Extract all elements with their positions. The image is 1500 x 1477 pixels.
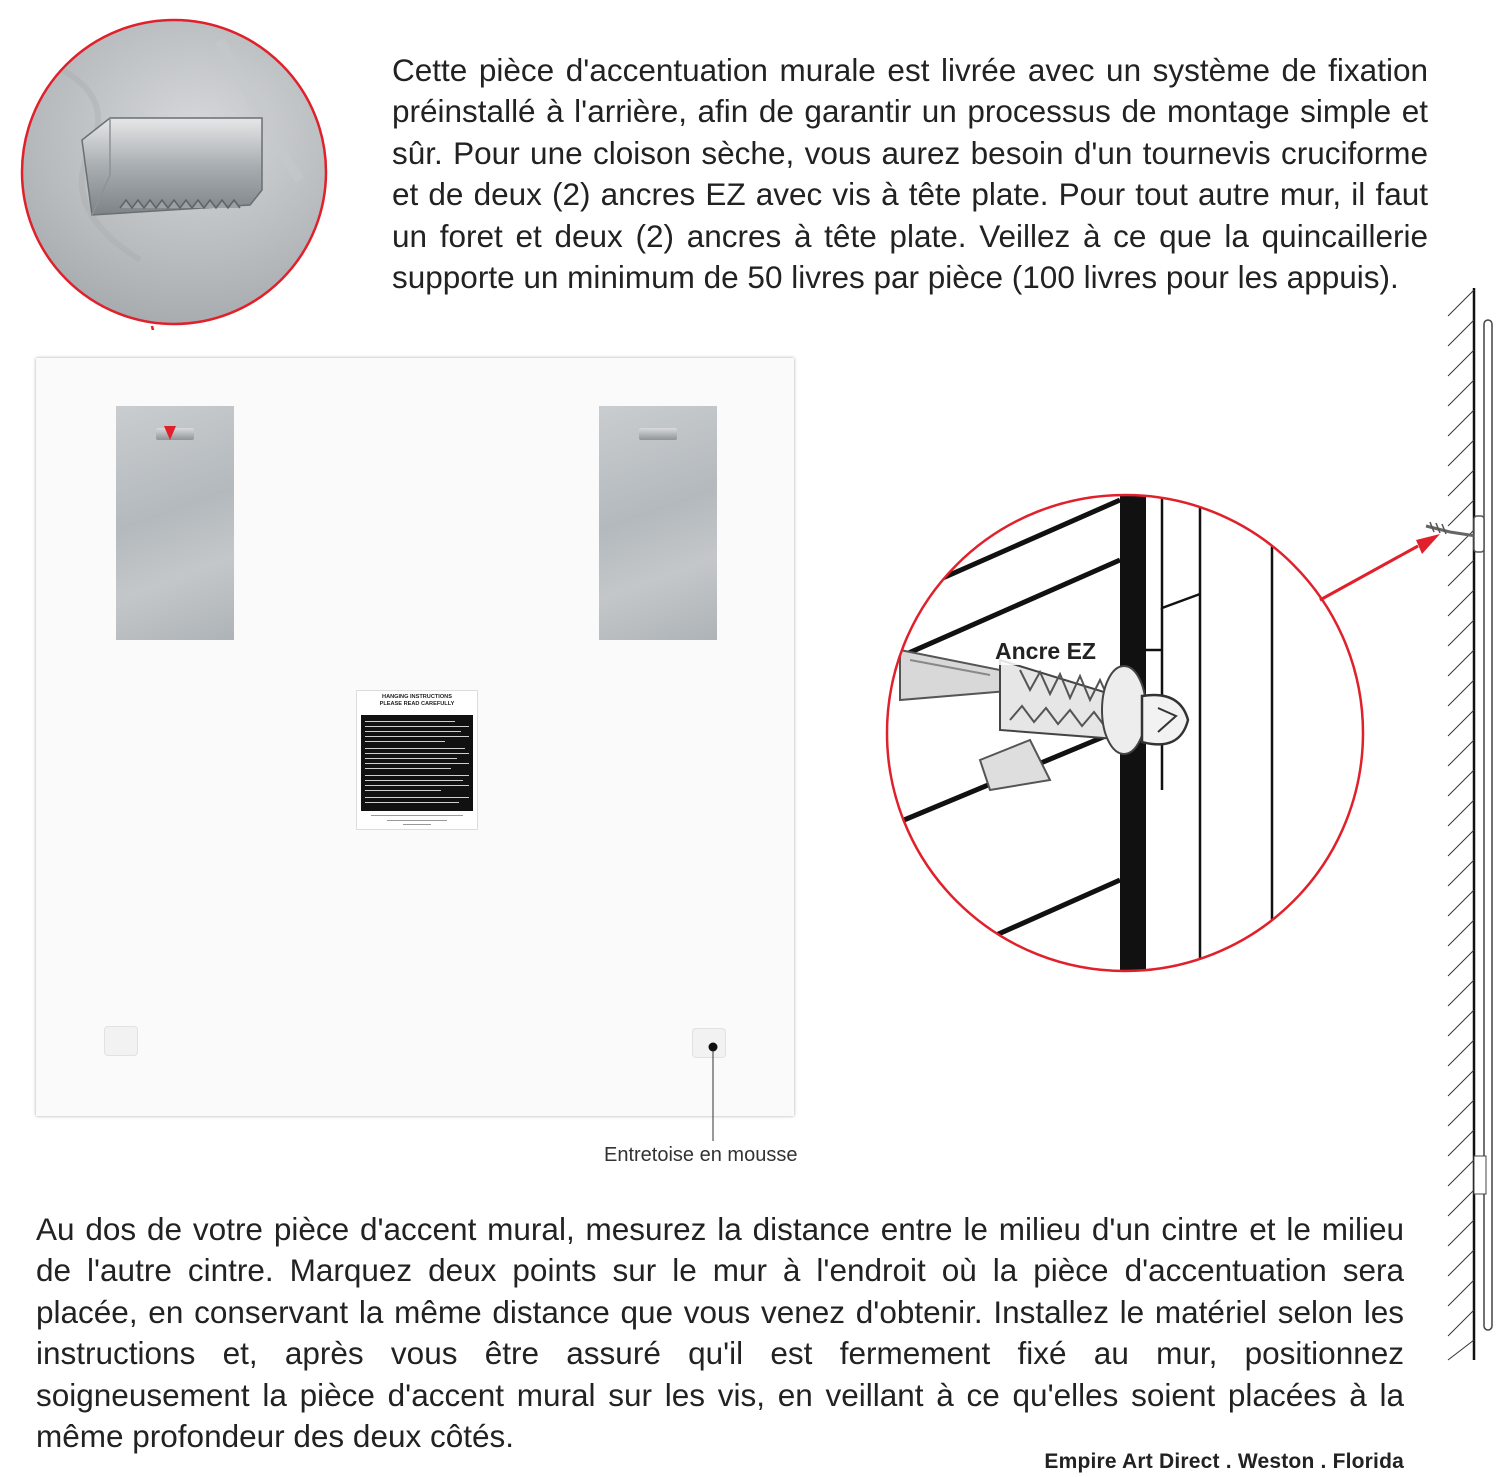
foam-spacer-label: Entretoise en mousse — [604, 1144, 798, 1166]
company-footer: Empire Art Direct . Weston . Florida — [1044, 1450, 1404, 1473]
bottom-instructions: Au dos de votre pièce d'accent mural, mesurez la distance entre le milieu d'un cintre et le milieu de l'autre cintre. Marquez deux points sur le mur à l'endroit où la pièce d'accentuation sera placée, en conservant la même distance que vous venez d'obtenir. Installez le matériel selon les instructions et, après vous être assuré qu'il est fermement fixé au mur, positionnez soigneusement la pièce d'accent mural sur les vis, en veillant à ce qu'elles soient placées à la même profondeur des deux côtés. — [36, 1210, 1404, 1455]
hanger-zoom-circle — [0, 0, 392, 330]
hanging-instructions-label — [356, 690, 478, 830]
sawtooth-hanger-right — [639, 428, 677, 440]
anchor-zoom-circle — [880, 490, 1500, 990]
hanging-plate-right — [599, 406, 717, 640]
label-instructions-block — [361, 715, 473, 811]
sawtooth-hanger-icon — [82, 118, 262, 215]
label-title-line2: PLEASE READ CAREFULLY — [379, 701, 455, 707]
wall-panel-back — [36, 358, 794, 1116]
spacer-pointer — [700, 1035, 730, 1145]
foam-spacer-left — [104, 1026, 138, 1056]
label-title-line1: HANGING INSTRUCTIONS — [382, 694, 452, 700]
top-instructions: Cette pièce d'accentuation murale est livrée avec un système de fixation préinstallé à l'arrière, afin de garantir un processus de montage simple et sûr. Pour une cloison sèche, vous aurez besoin d'un tournevis cruciforme et de deux (2) ancres EZ avec vis à tête plate. Pour tout autre mur, il faut un foret et deux (2) ancres à tête plate. Veillez à ce que la quincaillerie supporte un minimum de 50 livres par pièce (100 livres pour les appuis). — [392, 51, 1428, 296]
callout-arrow-left — [140, 400, 200, 450]
ez-anchor-label: Ancre EZ — [995, 638, 1096, 664]
